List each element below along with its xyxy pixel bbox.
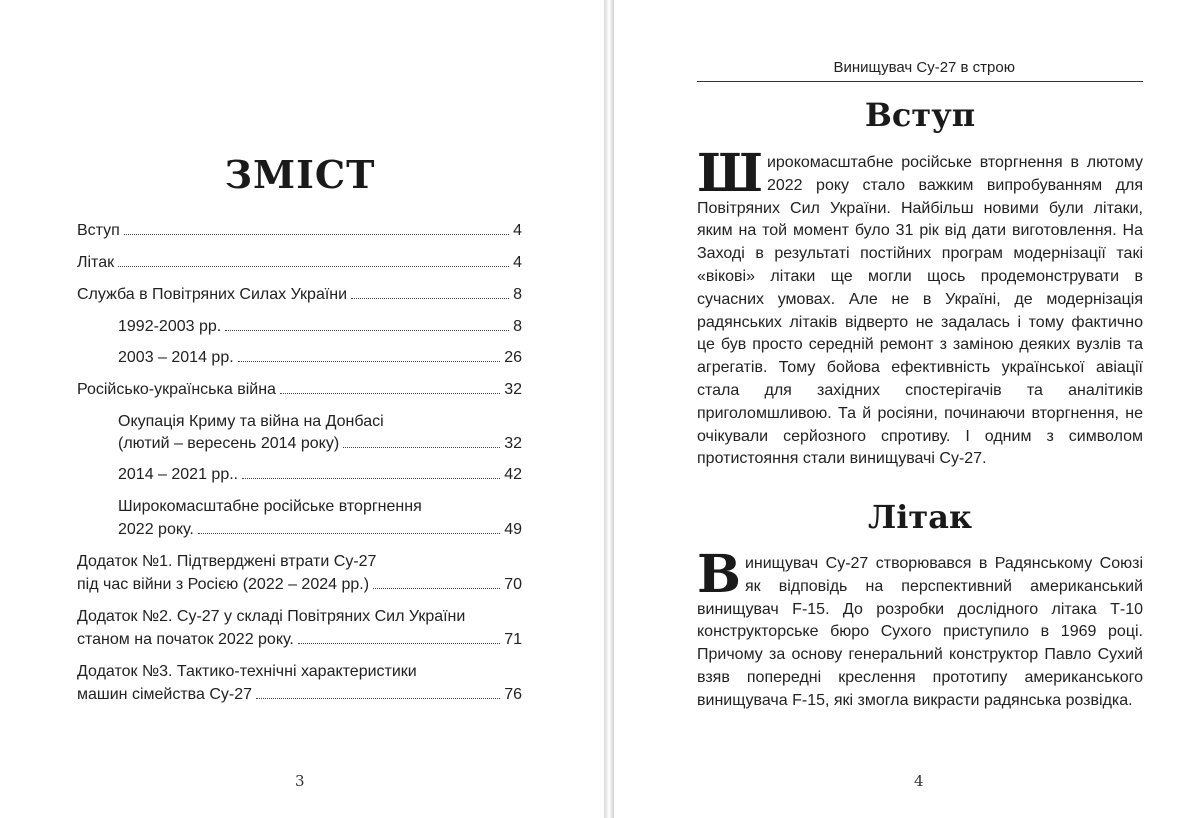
toc-subentry[interactable] xyxy=(118,316,522,338)
toc-entry-text: Літак xyxy=(77,254,115,271)
toc-subentry[interactable] xyxy=(118,347,522,369)
section-title-intro: Вступ xyxy=(864,96,976,134)
page-number: 4 xyxy=(914,772,924,790)
toc-entry-page: 32 xyxy=(504,435,522,452)
toc-entry-line1: Додаток №2. Су-27 у складі Повітряних Сил України xyxy=(77,608,466,625)
page-number: 3 xyxy=(295,772,305,790)
toc-entry-line1: Додаток №3. Тактико-технічні характеристики xyxy=(77,663,417,680)
toc-entry-text: Служба в Повітряних Силах України xyxy=(77,286,348,303)
toc-entry-text: (лютий – вересень 2014 року) xyxy=(118,435,340,452)
paragraph-text: ирокомасштабне російське вторгнення в лютому 2022 року стало важким випробуванням для Повітряних Сил України. Найбільш новими були літаки, яким на той момент було 31 рік від дати виготовлення. На Заході в результаті постійних програм модернізації такі «вікові» літаки ще могли щось продемонструвати в сучасних умовах. Але не в Україні, де модернізація радянських літаків відверто не задалась і тому фактично це був просто середній ремонт з заміною деяких вузлів та агрегатів. Тому бойова ефективність української авіації стала для західних спостерігачів та аналітиків приголомшливою. Та й росіяни, починаючи вторгнення, не очікували серйозного спротиву. І одним з символом протистояння стали винищувачі Су-27. xyxy=(697,154,1143,468)
toc-entry[interactable] xyxy=(77,574,522,596)
toc-entry-text: 2003 – 2014 рр. xyxy=(118,349,234,366)
toc-leader xyxy=(298,643,500,644)
toc-entry-page: 71 xyxy=(504,631,522,648)
toc-leader xyxy=(373,588,500,589)
toc-entry-page: 32 xyxy=(504,381,522,398)
toc-entry-page: 4 xyxy=(513,222,522,239)
toc-entry-page: 8 xyxy=(513,318,522,335)
toc-leader xyxy=(225,330,509,331)
book-gutter xyxy=(604,0,614,818)
section-body-aircraft xyxy=(697,544,1143,713)
toc-entry-page: 49 xyxy=(504,521,522,538)
drop-cap: Ш xyxy=(697,143,763,204)
toc-leader xyxy=(343,447,500,448)
toc-entry-text: Вступ xyxy=(77,222,120,239)
toc-leader xyxy=(198,533,500,534)
paragraph-text: инищувач Су-27 створювався в Радянському Союзі як відповідь на перспективний американський винищувач F-15. До розробки дослідного літака Т-10 конструкторське бюро Сухого приступило в 1969 році. Причому за основу генеральний конструктор Павло Сухий взяв попередні креслення прототипу американського винищувача F-15, які змогла викрасти радянська розвідка. xyxy=(697,555,1143,709)
toc-leader xyxy=(242,478,500,479)
toc-subentry[interactable] xyxy=(118,519,522,541)
toc-entry-text: 2022 року. xyxy=(118,521,194,538)
toc-entry[interactable] xyxy=(77,684,522,706)
toc-entry-line1: Окупація Криму та війна на Донбасі xyxy=(118,413,384,430)
section-title-aircraft: Літак xyxy=(867,498,973,536)
drop-cap: В xyxy=(697,544,741,605)
toc-entry[interactable] xyxy=(77,379,522,401)
toc-title: ЗМІСТ xyxy=(224,152,376,197)
toc-entry-page: 42 xyxy=(504,466,522,483)
toc-subentry[interactable] xyxy=(118,464,522,486)
toc-entry[interactable] xyxy=(77,252,522,274)
toc-entry-page: 4 xyxy=(513,254,522,271)
toc-entry-line1: Додаток №1. Підтверджені втрати Су-27 xyxy=(77,553,377,570)
toc-leader xyxy=(124,234,509,235)
toc-entry-text: 1992-2003 рр. xyxy=(118,318,222,335)
toc-entry-page: 8 xyxy=(513,286,522,303)
toc-leader xyxy=(280,393,500,394)
header-rule xyxy=(697,81,1143,82)
toc-entry-text: станом на початок 2022 року. xyxy=(77,631,294,648)
toc-leader xyxy=(256,698,500,699)
toc-entry[interactable] xyxy=(77,284,522,306)
toc-leader xyxy=(238,361,501,362)
toc-leader xyxy=(351,298,509,299)
toc-entry-page: 70 xyxy=(504,576,522,593)
toc-entry-text: 2014 – 2021 рр.. xyxy=(118,466,239,483)
toc-entry-text: машин сімейства Су-27 xyxy=(77,686,253,703)
toc-entry[interactable] xyxy=(77,629,522,651)
toc-entry-page: 76 xyxy=(504,686,522,703)
toc-entry-page: 26 xyxy=(504,349,522,366)
running-head: Винищувач Су-27 в строю xyxy=(833,59,1015,76)
section-body-intro xyxy=(697,143,1143,471)
toc-leader xyxy=(118,266,509,267)
toc-subentry[interactable] xyxy=(118,433,522,455)
toc-entry-line1: Широкомасштабне російське вторгнення xyxy=(118,498,422,515)
toc-entry-text: під час війни з Росією (2022 – 2024 рр.) xyxy=(77,576,370,593)
toc-entry[interactable] xyxy=(77,220,522,242)
toc-entry-text: Російсько-українська війна xyxy=(77,381,276,398)
